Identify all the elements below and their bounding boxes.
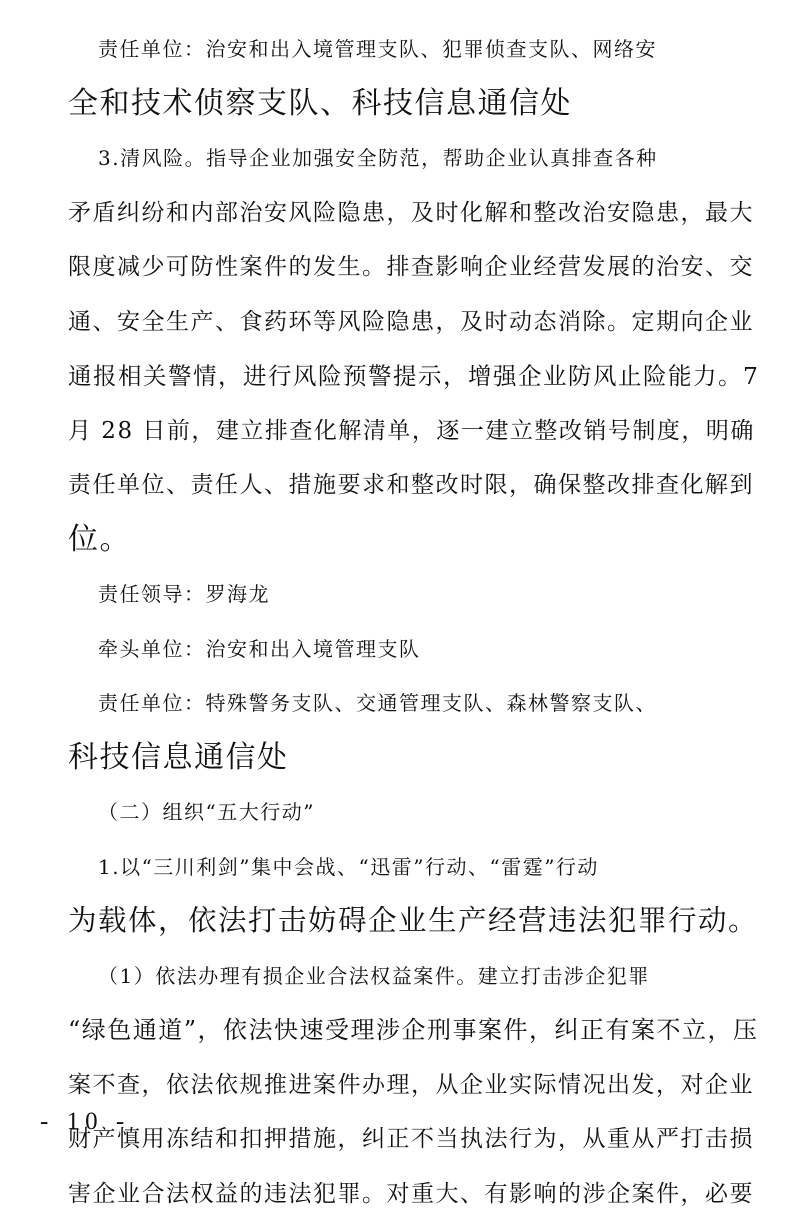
responsible-units-1 bbox=[68, 22, 760, 131]
page-number: - 10 - bbox=[40, 1108, 130, 1136]
text-line: 全和技术侦察支队、科技信息通信处 bbox=[68, 77, 760, 132]
text-line: 3.清风险。指导企业加强安全防范，帮助企业认真排查各种 bbox=[68, 131, 760, 186]
text-line: 科技信息通信处 bbox=[68, 731, 760, 786]
text-line: 责任单位：特殊警务支队、交通管理支队、森林警察支队、 bbox=[68, 676, 760, 731]
responsible-units-2 bbox=[68, 676, 760, 785]
section-heading-five-actions bbox=[68, 785, 760, 840]
responsible-leader bbox=[68, 567, 760, 622]
text-line: 害企业合法权益的违法犯罪。对重大、有影响的涉企案件，必要 bbox=[68, 1167, 760, 1221]
text-line: 1.以“三川利剑”集中会战、“迅雷”行动、“雷霆”行动 bbox=[68, 840, 760, 895]
text-line: 矛盾纠纷和内部治安风险隐患，及时化解和整改治安隐患，最大 bbox=[68, 186, 760, 241]
text-line: 通、安全生产、食药环等风险隐患，及时动态消除。定期向企业 bbox=[68, 295, 760, 350]
text-line: 牵头单位：治安和出入境管理支队 bbox=[68, 622, 760, 677]
item-1 bbox=[68, 840, 760, 949]
text-line: 案不查，依法依规推进案件办理，从企业实际情况出发，对企业 bbox=[68, 1058, 760, 1113]
text-line: 责任领导：罗海龙 bbox=[68, 567, 760, 622]
text-line: “绿色通道”，依法快速受理涉企刑事案件，纠正有案不立，压 bbox=[68, 1003, 760, 1058]
text-line: 财产慎用冻结和扣押措施，纠正不当执法行为，从重从严打击损 bbox=[68, 1112, 760, 1167]
text-line: （二）组织“五大行动” bbox=[68, 785, 760, 840]
text-line: 为载体，依法打击妨碍企业生产经营违法犯罪行动。 bbox=[68, 894, 760, 949]
text-line: 限度减少可防性案件的发生。排查影响企业经营发展的治安、交 bbox=[68, 240, 760, 295]
section-clear-risks bbox=[68, 131, 760, 567]
item-1-1 bbox=[68, 949, 760, 1221]
document-body bbox=[68, 22, 760, 1221]
text-line: 责任单位：治安和出入境管理支队、犯罪侦查支队、网络安 bbox=[68, 22, 760, 77]
lead-unit bbox=[68, 622, 760, 677]
text-line: 通报相关警情，进行风险预警提示，增强企业防风止险能力。7 bbox=[68, 349, 760, 404]
text-line: 责任单位、责任人、措施要求和整改时限，确保整改排查化解到 bbox=[68, 458, 760, 513]
text-line: （1）依法办理有损企业合法权益案件。建立打击涉企犯罪 bbox=[68, 949, 760, 1004]
text-line: 位。 bbox=[68, 513, 760, 568]
text-line: 月 28 日前，建立排查化解清单，逐一建立整改销号制度，明确 bbox=[68, 404, 760, 459]
